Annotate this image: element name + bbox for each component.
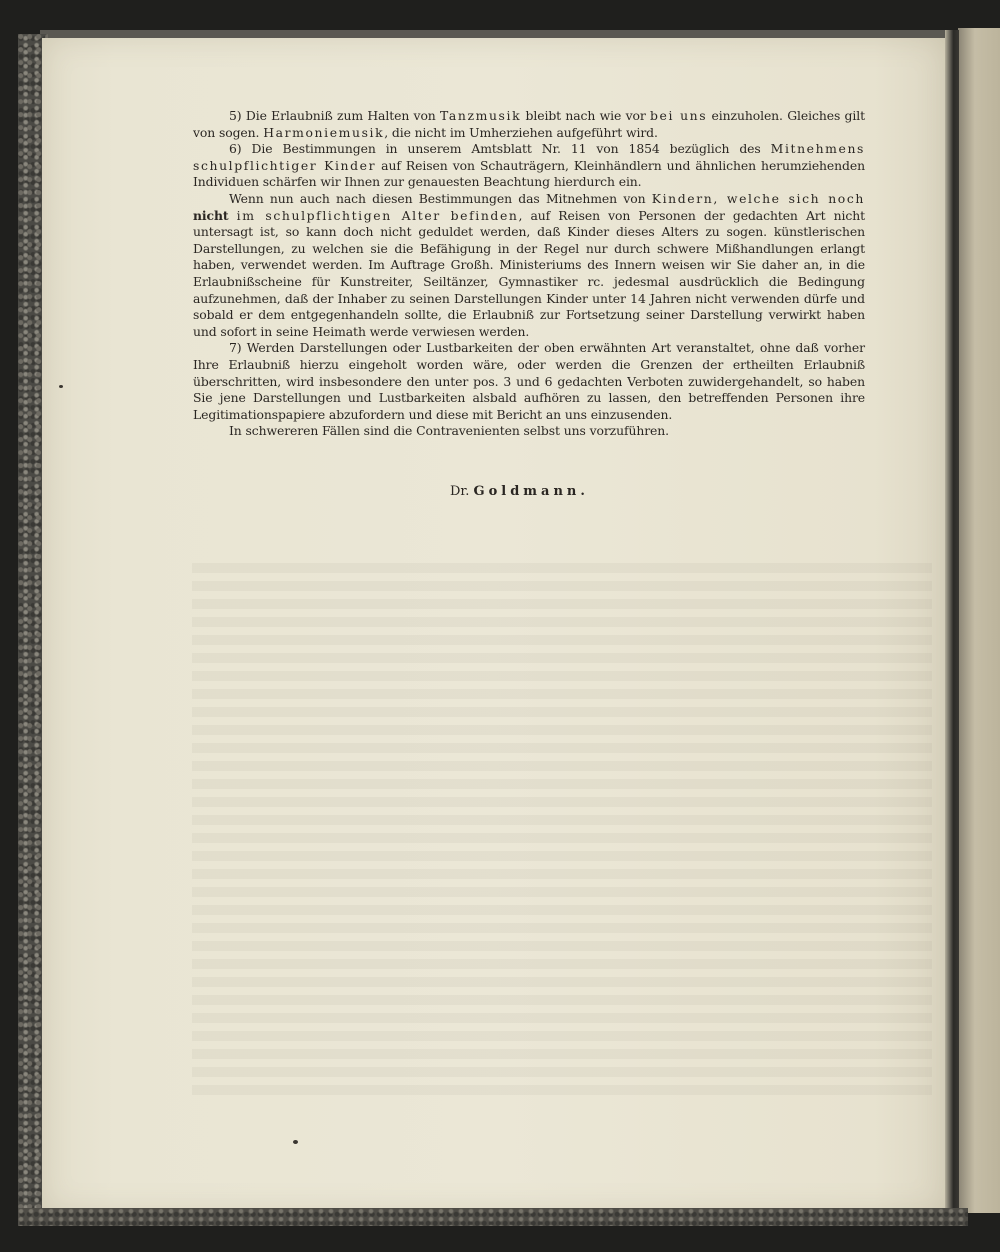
page-gutter — [945, 30, 959, 1215]
paragraph-5 — [193, 108, 865, 141]
text-run: Mitnehmens schulpflichtiger Kinder — [193, 141, 865, 173]
text-run: In schwereren Fällen sind die Contravenienten selbst uns vorzuführen. — [229, 423, 669, 439]
paragraph-6 — [193, 141, 865, 191]
signature — [450, 484, 589, 499]
paper-speck — [293, 1140, 298, 1144]
text-run: 7) Werden Darstellungen oder Lustbarkeiten der oben erwähnten Art veranstaltet, ohne daß vorher Ihre Erlaubniß hierzu eingeholt worden wäre, oder werden die Grenzen der ertheilten Erlaubniß überschritten, wird insbesondere den unter pos. 3 und 6 gedachten Verboten zuwidergehandelt, so haben Sie jene Darstellungen und Lustbarkeiten alsbald aufhören zu lassen, den betreffenden Personen ihre Legitimationspapiere abzufordern und diese mit Bericht an uns einzusenden. — [193, 340, 865, 422]
text-run: , auf Reisen von Personen der gedachten Art nicht untersagt ist, so kann doch nicht geduldet werden, daß Kinder dieses Alters zu sogen. künstlerischen Darstellungen, zu welchen sie die Befähigung in der Regel nur durch schwere Mißhandlungen erlangt haben, verwendet werden. Im Auftrage Großh. Ministeriums des Innern weisen wir Sie daher an, in die Erlaubnißscheine für Kunstreiter, Seiltänzer, Gymnastiker rc. jedesmal ausdrücklich die Bedingung aufzunehmen, daß der Inhaber zu seinen Darstellungen Kinder unter 14 Jahren nicht verwenden dürfe und sobald er dem entgegenhandeln sollte, die Erlaubniß zur Fortsetzung seiner Darstellung verwirkt haben und sofort in seine Heimath werde verwiesen werden. — [193, 207, 865, 339]
text-run: Harmoniemusik — [263, 124, 385, 140]
signature-name: Goldmann. — [473, 484, 589, 499]
paragraph-7 — [193, 340, 865, 423]
text-run: Kindern, welche sich noch — [651, 190, 865, 206]
paragraph-closing — [193, 423, 865, 440]
text-run: im schulpflichtigen Alter befinden — [236, 207, 519, 223]
paragraph-6-continued — [193, 191, 865, 340]
text-run: bei uns — [650, 108, 708, 123]
text-run: 5) Die Erlaubniß zum Halten von — [229, 108, 441, 123]
next-page-edge — [958, 28, 1000, 1213]
text-run — [229, 208, 237, 223]
text-run: Tanzmusik — [440, 108, 522, 123]
text-run: 6) Die Bestimmungen in unserem Amtsblatt Nr. 11 von 1854 bezüglich des — [229, 141, 771, 157]
document-body — [193, 108, 865, 440]
paper-speck — [59, 385, 63, 388]
text-run: auf Reisen von Schauträgern, Kleinhändlern und ähnlichen herumziehenden Individuen schärfen wir Ihnen zur genauesten Beachtung hierdurch ein. — [193, 157, 865, 190]
signature-prefix: Dr. — [450, 484, 470, 499]
text-run: Wenn nun auch nach diesen Bestimmungen das Mitnehmen von — [229, 190, 652, 206]
text-run: bleibt nach wie vor — [521, 108, 650, 123]
book-board-bottom — [18, 1208, 968, 1226]
bleed-through-texture — [192, 563, 932, 1103]
text-run: nicht — [193, 207, 229, 223]
text-run: , die nicht im Umherziehen aufgeführt wird. — [384, 124, 658, 140]
text-run: einzuholen. Gleiches gilt von sogen. — [193, 108, 865, 140]
